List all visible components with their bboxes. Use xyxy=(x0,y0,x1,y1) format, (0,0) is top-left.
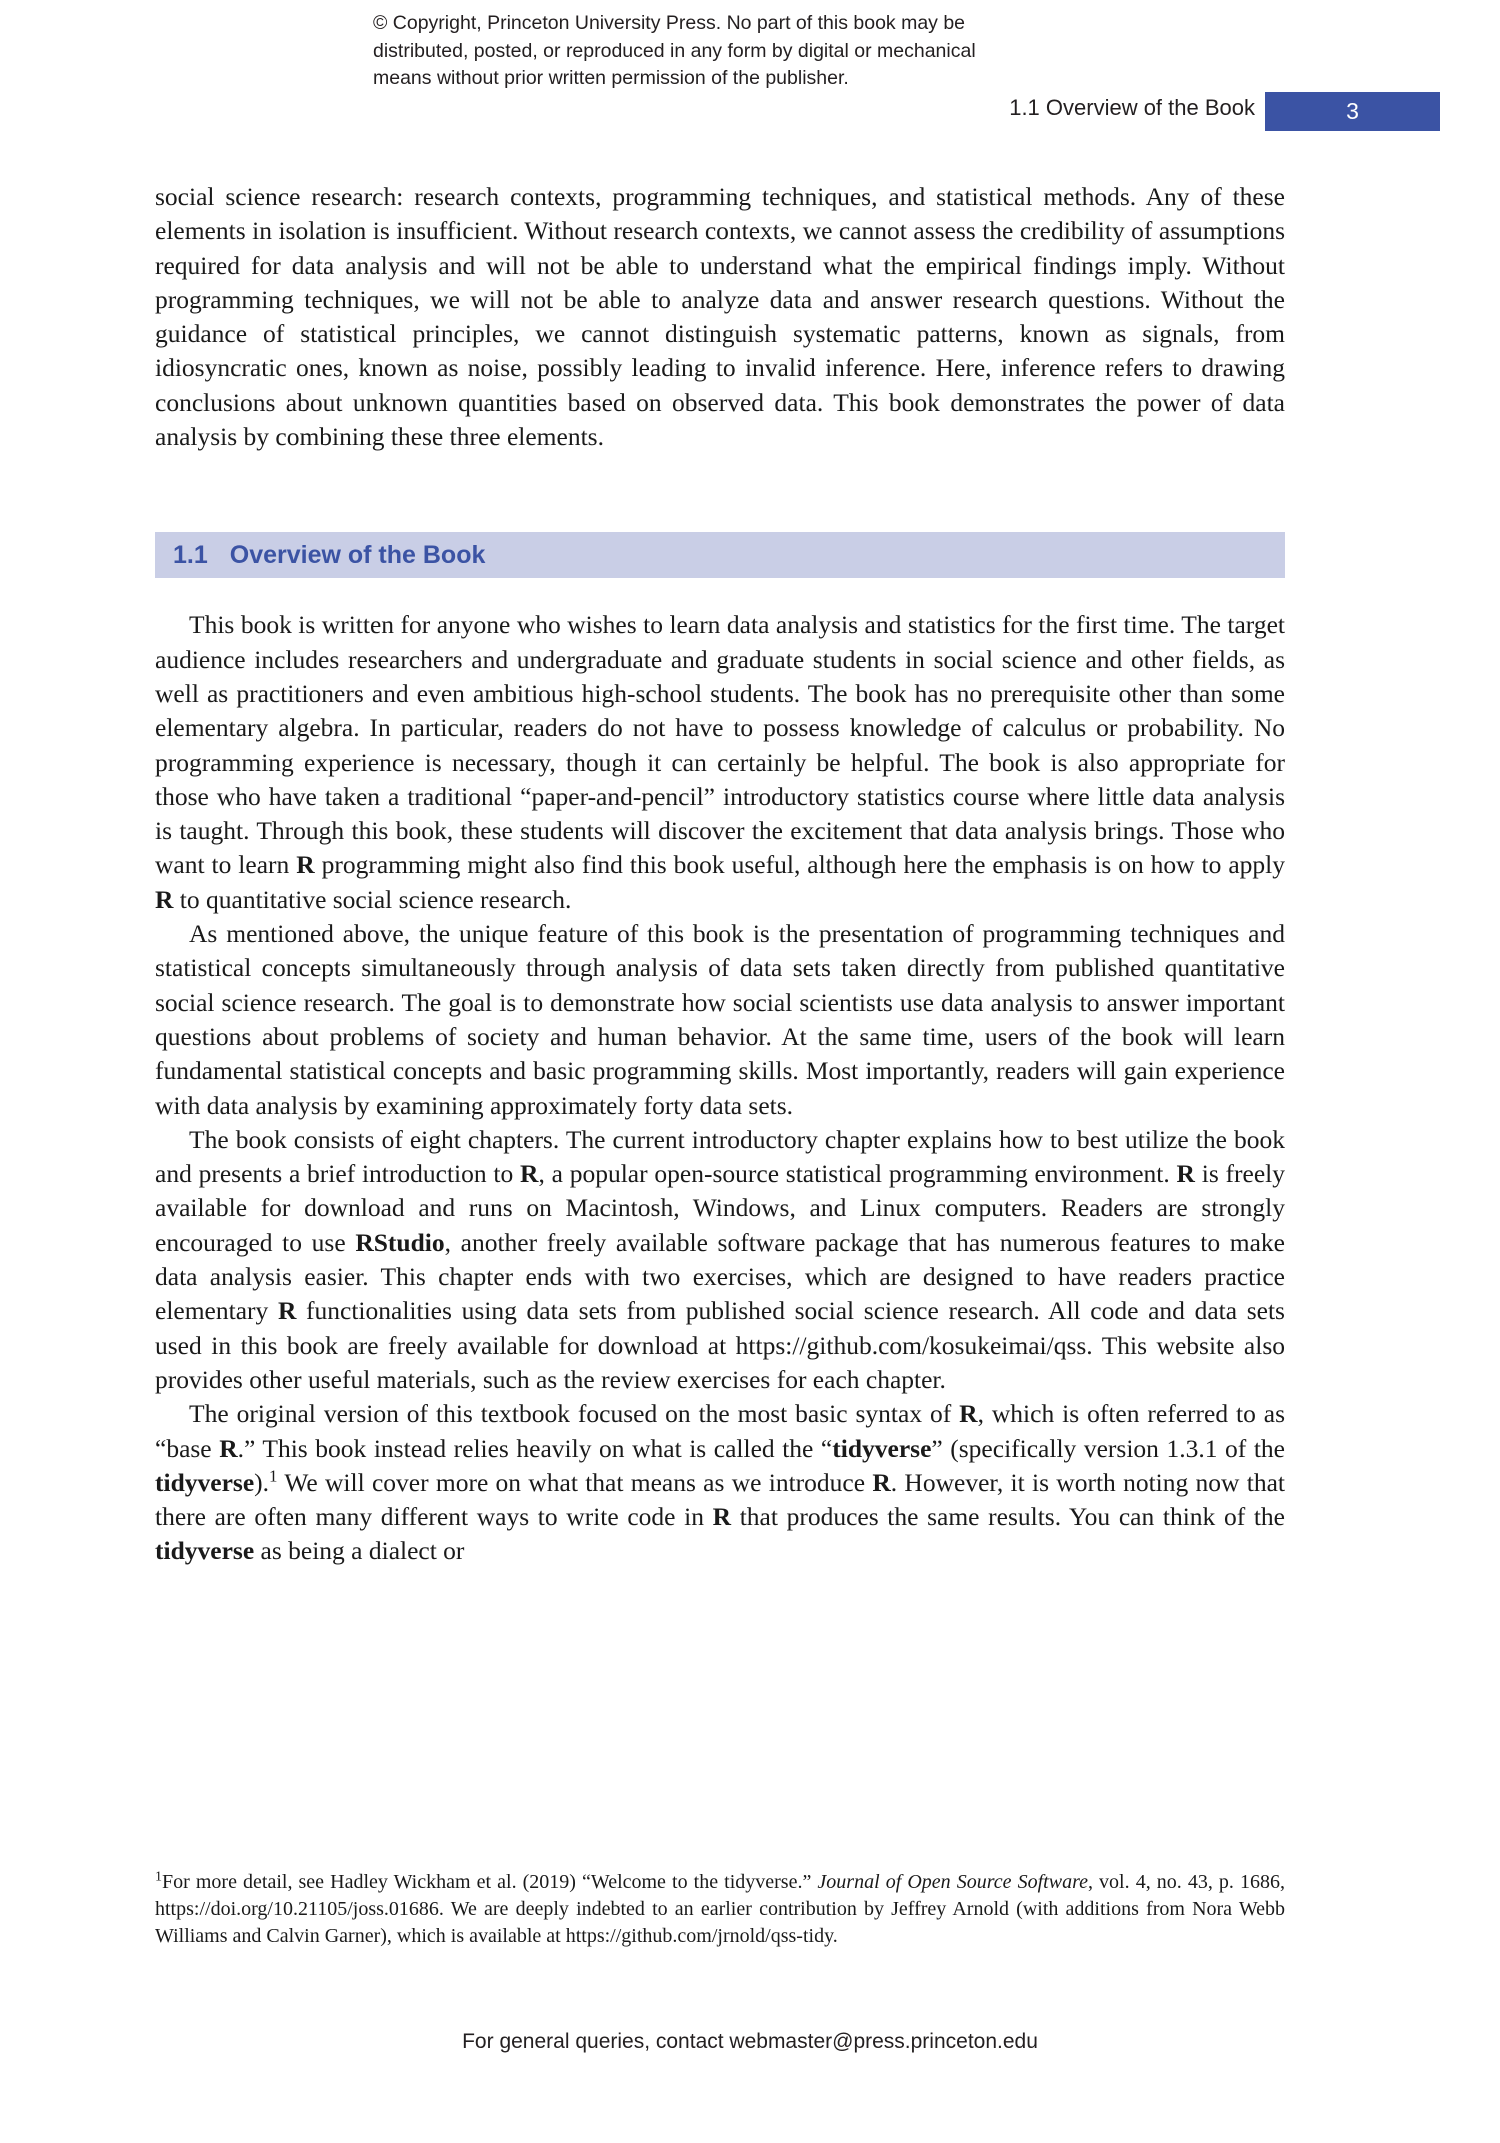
p3-rstudio: RStudio xyxy=(355,1227,445,1257)
p4-r-2: R xyxy=(219,1433,238,1463)
p4-tidyverse-2: tidyverse xyxy=(155,1467,255,1497)
footnote xyxy=(155,1869,1285,1951)
section-title: Overview of the Book xyxy=(229,540,486,569)
p4-text-g: . However, it is worth noting now that there are often many different ways to write code in xyxy=(155,1467,1285,1532)
p1-text-a: This book is written for anyone who wishes to learn data analysis and statistics for the first time. The target audience includes researchers and undergraduate and graduate students in social science and other fields, as well as practitioners and even ambitious high-school students. The book has no prerequisite other than some elementary algebra. In particular, readers do not have to possess knowledge of calculus or probability. No programming experience is necessary, though it can certainly be helpful. The book is also appropriate for those who have taken a traditional “paper-and-pencil” introductory statistics course where little data analysis is taught. Through this book, these students will discover the excitement that data analysis brings. Those who want to learn xyxy=(155,610,1285,880)
p4-text-a: The original version of this textbook focused on the most basic syntax of xyxy=(189,1399,960,1429)
copyright-line-2: distributed, posted, or reproduced in any form by digital or mechanical xyxy=(373,39,976,62)
p1-r-1: R xyxy=(296,850,315,880)
p1-text-b: programming might also find this book useful, although here the emphasis is on how to apply xyxy=(314,850,1285,880)
p3-text-e: functionalities using data sets from published social science research. All code and data sets used in this book are freely available for download at https://github.com/kosukeimai/qss. This website also provides other useful materials, such as the review exercises for each chapter. xyxy=(155,1296,1285,1394)
footnote-rule xyxy=(155,1855,495,1856)
paragraph-3 xyxy=(155,1123,1285,1397)
copyright-line-1: © Copyright, Princeton University Press. No part of this book may be xyxy=(373,12,966,34)
vertical-spacer xyxy=(155,454,1285,532)
section-heading xyxy=(155,532,1285,578)
p3-r-1: R xyxy=(520,1159,539,1189)
paragraph-4 xyxy=(155,1397,1285,1568)
text-column xyxy=(155,180,1285,1569)
footnote-text-b: , vol. 4, no. 43, p. 1686, https://doi.org/10.21105/joss.01686. We are deeply indebted to an earlier contribution by Jeffrey Arnold (with additions from Nora Webb Williams and Calvin Garner), which is available at https://github.com/jrnold/qss-tidy. xyxy=(155,1871,1285,1948)
p4-text-e: ). xyxy=(254,1467,270,1497)
p3-text-d: , another freely available software package that has numerous features to make data analysis easier. This chapter ends with two exercises, which are designed to have readers practice elementary xyxy=(155,1227,1285,1326)
p4-text-d: ” (specifically version 1.3.1 of the xyxy=(931,1433,1285,1463)
p4-r-3: R xyxy=(872,1467,891,1497)
p4-text-i: as being a dialect or xyxy=(254,1536,465,1566)
paragraph-1 xyxy=(155,608,1285,917)
paragraph-2: As mentioned above, the unique feature of this book is the presentation of programming techniques and statistical concepts simultaneously through analysis of data sets taken directly from published quantitative social science research. The goal is to demonstrate how social scientists use data analysis to answer important questions about problems of society and human behavior. At the same time, users of the book will learn fundamental statistical concepts and basic programming skills. Most importantly, readers will gain experience with data analysis by examining approximately forty data sets. xyxy=(155,919,1285,1120)
p4-text-b: , which is often referred to as “base xyxy=(155,1399,1286,1463)
p4-text-c: .” This book instead relies heavily on what is called the “ xyxy=(237,1433,833,1463)
footnote-journal-name: Journal of Open Source Software xyxy=(817,1871,1088,1893)
p4-r-1: R xyxy=(959,1399,978,1429)
footnote-text-a: For more detail, see Hadley Wickham et al. (2019) “Welcome to the tidyverse.” xyxy=(162,1871,818,1893)
p4-r-4: R xyxy=(712,1502,732,1532)
p3-text-c: is freely available for download and runs on Macintosh, Windows, and Linux computers. Readers are strongly encouraged to use xyxy=(155,1159,1285,1257)
p4-text-f: We will cover more on what that means as we introduce xyxy=(277,1467,873,1497)
p1-r-2: R xyxy=(155,884,174,914)
section-number: 1.1 xyxy=(173,540,208,569)
bottom-notice: For general queries, contact webmaster@press.princeton.edu xyxy=(462,2030,1038,2053)
paragraph-continued: social science research: research contexts, programming techniques, and statistical methods. Any of these elements in isolation is insufficient. Without research contexts, we cannot assess the credibility of assumptions required for data analysis and will not be able to understand what the empirical findings imply. Without programming techniques, we will not be able to analyze data and answer research questions. Without the guidance of statistical principles, we cannot distinguish systematic patterns, known as signals, from idiosyncratic ones, known as noise, possibly leading to invalid inference. Here, inference refers to drawing conclusions about unknown quantities based on observed data. This book demonstrates the power of data analysis by combining these three elements. xyxy=(155,182,1285,452)
footnote-number: 1 xyxy=(155,1869,162,1885)
p4-text-h: that produces the same results. You can think of the xyxy=(731,1502,1285,1532)
p3-text-b: , a popular open-source statistical programming environment. xyxy=(538,1159,1177,1189)
p1-text-c: to quantitative social science research. xyxy=(173,884,572,914)
copyright-notice xyxy=(373,10,1133,93)
p3-r-3: R xyxy=(277,1296,297,1326)
p3-text-a: The book consists of eight chapters. The current introductory chapter explains how to best utilize the book and presents a brief introduction to xyxy=(155,1124,1285,1189)
p3-r-2: R xyxy=(1176,1159,1195,1189)
p4-tidyverse-3: tidyverse xyxy=(155,1536,255,1566)
p4-tidyverse-1: tidyverse xyxy=(832,1433,932,1463)
copyright-line-3: means without prior written permission of the publisher. xyxy=(373,67,849,90)
footnote-marker-inline: 1 xyxy=(269,1466,278,1486)
page-number-badge: 3 xyxy=(1265,92,1440,131)
running-head xyxy=(0,95,1500,133)
running-head-title: 1.1 Overview of the Book xyxy=(1009,95,1255,120)
